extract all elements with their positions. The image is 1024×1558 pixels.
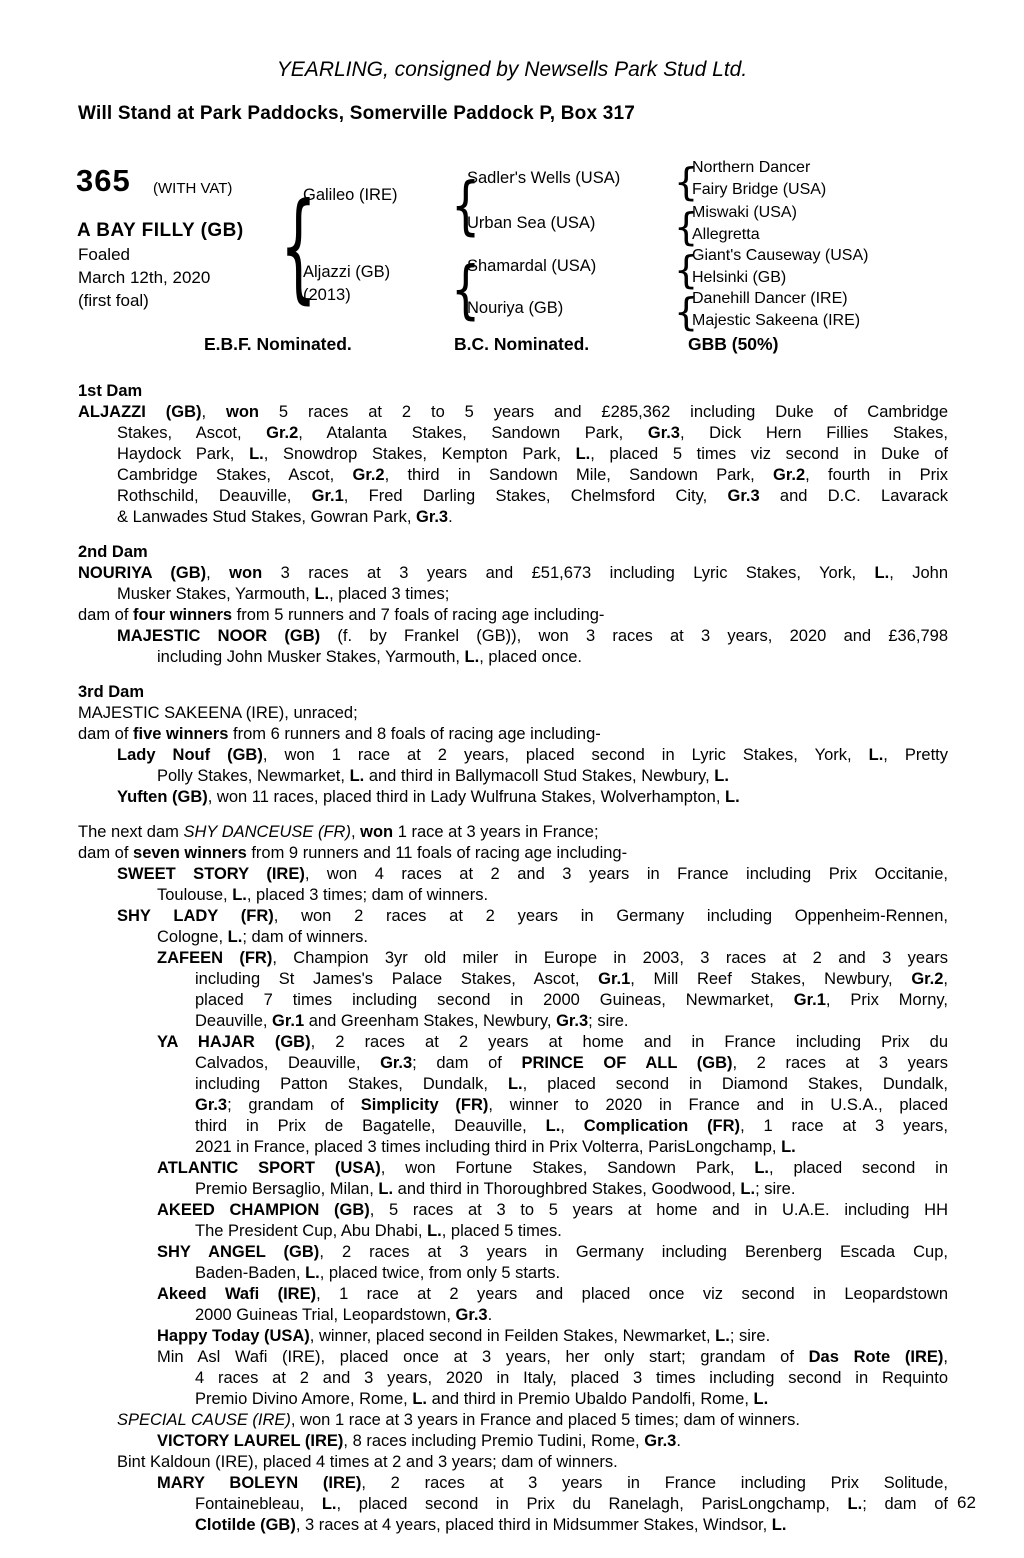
bold-text: L. — [321, 1495, 337, 1513]
bold-text: five winners — [133, 725, 229, 743]
page-number: 62 — [957, 1493, 976, 1512]
plain-text: , won 1 race at 3 years in France and placed 5 times; dam of winners. — [290, 1411, 800, 1429]
bold-text: Gr.3 — [195, 1096, 228, 1114]
bold-text: L. — [507, 1075, 523, 1093]
bold-text: Gr.3 — [727, 487, 760, 505]
bold-text: L. — [305, 1264, 320, 1282]
bold-text: L. — [715, 1327, 730, 1345]
text-line — [78, 766, 948, 787]
plain-text: , Atalanta Stakes, Sandown Park, — [298, 424, 648, 442]
bold-text: Gr.1 — [311, 487, 344, 505]
plain-text: . — [448, 508, 453, 526]
gen4-name: Northern Dancer — [692, 159, 811, 176]
gen4-name: Danehill Dancer (IRE) — [692, 290, 848, 307]
plain-text: Stakes, Ascot, — [117, 424, 267, 442]
text-line — [78, 885, 948, 906]
gen4-name: Allegretta — [692, 226, 760, 243]
bold-text: Gr.1 — [598, 970, 631, 988]
text-line — [78, 724, 948, 745]
gen4-name: Helsinki (GB) — [692, 269, 787, 286]
plain-text: , Pretty — [883, 746, 948, 764]
bold-text: Gr.3 — [556, 1012, 589, 1030]
bold-text: MAJESTIC NOOR (GB) — [117, 627, 321, 645]
plain-text: Haydock Park, — [117, 445, 250, 463]
bold-text: L. — [753, 1390, 769, 1408]
plain-text: including Patton Stakes, Dundalk, — [195, 1075, 508, 1093]
plain-text: dam of — [78, 844, 134, 862]
bold-text: Gr.1 — [272, 1012, 305, 1030]
dam-sire-name: Shamardal (USA) — [467, 257, 597, 275]
text-line — [78, 486, 948, 507]
dam-name: Aljazzi (GB) — [303, 263, 391, 281]
plain-text: ; dam of — [862, 1495, 948, 1513]
text-line — [78, 787, 948, 808]
text-line — [78, 1368, 948, 1389]
bold-text: won — [229, 564, 263, 582]
bold-text: L. — [874, 564, 890, 582]
text-line — [78, 465, 948, 486]
text-line — [78, 703, 948, 724]
plain-text: , won 4 races at 2 and 3 years in France including Prix Occitanie, — [304, 865, 948, 883]
text-line — [78, 990, 948, 1011]
text-line — [78, 1515, 948, 1536]
plain-text: , placed once. — [479, 648, 582, 666]
bold-text: PRINCE OF ALL (GB) — [521, 1054, 733, 1072]
plain-text: , Fred Darling Stakes, Chelmsford City, — [343, 487, 728, 505]
bold-text: L. — [771, 1516, 787, 1534]
lot-number: 365 — [76, 163, 131, 198]
gen4-name: Majestic Sakeena (IRE) — [692, 312, 861, 329]
plain-text: , 2 races at 3 years in France including Prix Solitude, — [361, 1474, 948, 1492]
italic-text: SPECIAL CAUSE (IRE) — [117, 1411, 291, 1429]
plain-text: Rothschild, Deauville, — [117, 487, 312, 505]
plain-text: Fontainebleau, — [195, 1495, 322, 1513]
plain-text: ; dam of winners. — [242, 928, 368, 946]
text-line — [78, 1221, 948, 1242]
bold-text: L. — [740, 1180, 756, 1198]
dam-year: (2013) — [303, 286, 351, 304]
text-line — [78, 948, 948, 969]
bold-text: SHY ANGEL (GB) — [157, 1243, 320, 1261]
plain-text: , 8 races including Premio Tudini, Rome, — [343, 1432, 645, 1450]
plain-text: , Champion 3yr old miler in Europe in 2003, 3 races at 2 and 3 years — [272, 949, 948, 967]
text-line — [78, 1410, 948, 1431]
plain-text: , John — [889, 564, 948, 582]
plain-text: ; dam of — [412, 1054, 522, 1072]
plain-text: , — [560, 1117, 584, 1135]
plain-text: ; sire. — [755, 1180, 796, 1198]
plain-text: Musker Stakes, Yarmouth, — [117, 585, 315, 603]
plain-text: , 1 race at 3 years, — [740, 1117, 949, 1135]
plain-text: 2000 Guineas Trial, Leopardstown, — [195, 1306, 456, 1324]
dam-section — [78, 381, 948, 528]
bold-text: Happy Today (USA) — [157, 1327, 310, 1345]
plain-text: , — [201, 403, 226, 421]
plain-text: ; grandam of — [227, 1096, 361, 1114]
text-line — [78, 745, 948, 766]
text-line — [78, 647, 948, 668]
plain-text: and third in Premio Ubaldo Pandolfi, Rome, — [427, 1390, 754, 1408]
plain-text: and third in Ballymacoll Stud Stakes, Newbury, — [364, 767, 715, 785]
plain-text: , Prix Morny, — [825, 991, 949, 1009]
plain-text: Toulouse, — [157, 886, 233, 904]
bold-text: L. — [227, 928, 243, 946]
text-line — [78, 906, 948, 927]
bold-text: Das Rote (IRE) — [808, 1348, 944, 1366]
text-line — [78, 1284, 948, 1305]
first-foal-note: (first foal) — [78, 291, 149, 310]
plain-text: (f. by Frankel (GB)), won 3 races at 3 years, 2020 and £36,798 — [320, 627, 948, 645]
text-line — [78, 1179, 948, 1200]
bold-text: Gr.3 — [380, 1054, 413, 1072]
text-line — [78, 1158, 948, 1179]
plain-text: , — [206, 564, 230, 582]
text-line — [78, 1473, 948, 1494]
bold-text: AKEED CHAMPION (GB) — [157, 1201, 370, 1219]
plain-text: Premio Bersaglio, Milan, — [195, 1180, 379, 1198]
text-line — [78, 402, 948, 423]
bold-text: L. — [847, 1495, 863, 1513]
plain-text: , 2 races at 3 years — [732, 1054, 948, 1072]
sire-sire-name: Sadler's Wells (USA) — [467, 169, 621, 187]
bold-text: Simplicity (FR) — [360, 1096, 489, 1114]
plain-text: , 1 race at 2 years and placed once viz second in Leopardstown — [316, 1285, 948, 1303]
plain-text: , 5 races at 3 to 5 years at home and in U.A.E. including HH — [369, 1201, 949, 1219]
bold-text: L. — [232, 886, 247, 904]
dam-dam-name: Nouriya (GB) — [467, 299, 564, 317]
plain-text: , — [943, 1348, 949, 1366]
catalogue-body — [78, 381, 948, 1536]
bold-text: L. — [314, 585, 330, 603]
plain-text: dam of — [78, 725, 134, 743]
plain-text: Min Asl Wafi (IRE), placed once at 3 years, her only start; grandam of — [157, 1348, 809, 1366]
text-line — [78, 1431, 948, 1452]
bold-text: Gr.3 — [644, 1432, 677, 1450]
plain-text: The President Cup, Abu Dhabi, — [195, 1222, 428, 1240]
bold-text: ALJAZZI (GB) — [78, 403, 202, 421]
bold-text: L. — [378, 1180, 394, 1198]
text-line — [78, 1137, 948, 1158]
plain-text: , Mill Reef Stakes, Newbury, — [630, 970, 912, 988]
plain-text: Bint Kaldoun (IRE), placed 4 times at 2 and 3 years; dam of winners. — [117, 1453, 618, 1471]
foaled-label: Foaled — [78, 245, 130, 264]
plain-text: 4 races at 2 and 3 years, 2020 in Italy, placed 3 times including second in Requinto — [195, 1369, 948, 1387]
bold-text: Gr.1 — [793, 991, 826, 1009]
bold-text: Gr.2 — [773, 466, 806, 484]
plain-text: and D.C. Lavarack — [759, 487, 948, 505]
bc-nominated-label: B.C. Nominated. — [454, 334, 590, 354]
italic-text: SHY DANCEUSE (FR) — [183, 823, 351, 841]
plain-text: , won 11 races, placed third in Lady Wulfruna Stakes, Wolverhampton, — [207, 788, 726, 806]
ebf-nominated-label: E.B.F. Nominated. — [204, 334, 352, 354]
text-line — [78, 605, 948, 626]
text-line — [78, 1347, 948, 1368]
dam-section-heading: 1st Dam — [78, 382, 143, 400]
bold-text: Gr.3 — [455, 1306, 488, 1324]
bold-text: Complication (FR) — [583, 1117, 741, 1135]
plain-text: The next dam — [78, 823, 184, 841]
vat-note: (WITH VAT) — [153, 180, 233, 197]
plain-text: Calvados, Deauville, — [195, 1054, 381, 1072]
text-line — [78, 927, 948, 948]
dam-section — [78, 822, 948, 1536]
bold-text: L. — [575, 445, 591, 463]
bold-text: L. — [714, 767, 729, 785]
plain-text: , third in Sandown Mile, Sandown Park, — [384, 466, 774, 484]
text-line — [78, 1242, 948, 1263]
plain-text: from 9 runners and 11 foals of racing age including- — [246, 844, 628, 862]
bold-text: L. — [249, 445, 264, 463]
plain-text: Premio Divino Amore, Rome, — [195, 1390, 413, 1408]
plain-text: Cambridge Stakes, Ascot, — [117, 466, 353, 484]
text-line — [78, 1011, 948, 1032]
plain-text: placed 7 times including second in 2000 Guineas, Newmarket, — [195, 991, 794, 1009]
bold-text: VICTORY LAUREL (IRE) — [157, 1432, 344, 1450]
text-line — [78, 864, 948, 885]
plain-text: & Lanwades Stud Stakes, Gowran Park, — [117, 508, 416, 526]
dam-section-heading: 2nd Dam — [78, 543, 148, 561]
bold-text: L. — [427, 1222, 442, 1240]
text-line — [78, 507, 948, 528]
dam-section-heading: 3rd Dam — [78, 683, 145, 701]
text-line — [78, 423, 948, 444]
bold-text: L. — [349, 767, 365, 785]
page-title: YEARLING, consigned by Newsells Park Stud Ltd. — [276, 58, 748, 81]
plain-text: , Dick Hern Fillies Stakes, — [679, 424, 948, 442]
text-line — [78, 822, 948, 843]
plain-text: , winner to 2020 in France and in U.S.A., placed — [488, 1096, 948, 1114]
bold-text: SWEET STORY (IRE) — [117, 865, 305, 883]
plain-text: , winner, placed second in Feilden Stakes, Newmarket, — [309, 1327, 716, 1345]
sire-name: Galileo (IRE) — [303, 186, 398, 204]
plain-text: dam of — [78, 606, 134, 624]
bold-text: Yuften (GB) — [117, 788, 208, 806]
plain-text: including St James's Palace Stakes, Ascot, — [195, 970, 599, 988]
bold-text: L. — [545, 1117, 561, 1135]
plain-text: , won Fortune Stakes, Sandown Park, — [380, 1159, 755, 1177]
text-line — [78, 1263, 948, 1284]
plain-text: , 2 races at 3 years in Germany including Berenberg Escada Cup, — [319, 1243, 948, 1261]
gen4-name: Fairy Bridge (USA) — [692, 181, 827, 198]
plain-text: MAJESTIC SAKEENA (IRE), unraced; — [78, 704, 358, 722]
plain-text: 1 race at 3 years in France; — [393, 823, 599, 841]
plain-text: , Snowdrop Stakes, Kempton Park, — [263, 445, 576, 463]
bold-text: L. — [754, 1159, 769, 1177]
horse-name: A BAY FILLY (GB) — [77, 220, 244, 241]
plain-text: , placed twice, from only 5 starts. — [319, 1264, 561, 1282]
plain-text: Polly Stakes, Newmarket, — [157, 767, 350, 785]
text-line — [78, 1452, 948, 1473]
bold-text: Clotilde (GB) — [195, 1516, 296, 1534]
plain-text: and third in Thoroughbred Stakes, Goodwood, — [393, 1180, 741, 1198]
text-line — [78, 843, 948, 864]
bold-text: ATLANTIC SPORT (USA) — [157, 1159, 381, 1177]
plain-text: from 6 runners and 8 foals of racing age including- — [228, 725, 601, 743]
bold-text: MARY BOLEYN (IRE) — [157, 1474, 362, 1492]
bold-text: Gr.3 — [416, 508, 449, 526]
text-line — [78, 1326, 948, 1347]
plain-text: ; sire. — [588, 1012, 629, 1030]
bold-text: ZAFEEN (FR) — [157, 949, 273, 967]
plain-text: and Greenham Stakes, Newbury, — [304, 1012, 557, 1030]
bold-text: SHY LADY (FR) — [117, 907, 274, 925]
plain-text: , placed second in Diamond Stakes, Dundalk, — [522, 1075, 948, 1093]
plain-text: . — [676, 1432, 681, 1450]
bold-text: four winners — [133, 606, 233, 624]
plain-text: Cologne, — [157, 928, 228, 946]
text-line — [78, 1200, 948, 1221]
plain-text: including John Musker Stakes, Yarmouth, — [157, 648, 465, 666]
plain-text: from 5 runners and 7 foals of racing age including- — [232, 606, 605, 624]
plain-text: , placed 5 times viz second in Duke of — [590, 445, 948, 463]
plain-text: Deauville, — [195, 1012, 273, 1030]
plain-text: , won 2 races at 2 years in Germany including Oppenheim-Rennen, — [273, 907, 948, 925]
plain-text: , placed second in Prix du Ranelagh, ParisLongchamp, — [336, 1495, 848, 1513]
plain-text: 2021 in France, placed 3 times including third in Prix Volterra, ParisLongchamp, — [195, 1138, 782, 1156]
sire-dam-name: Urban Sea (USA) — [467, 214, 596, 232]
bold-text: L. — [725, 788, 740, 806]
text-line — [78, 1053, 948, 1074]
bold-text: L. — [781, 1138, 796, 1156]
plain-text: 5 races at 2 to 5 years and £285,362 including Duke of Cambridge — [258, 403, 948, 421]
gen4-name: Miswaki (USA) — [692, 204, 797, 221]
plain-text: , 3 races at 4 years, placed third in Midsummer Stakes, Windsor, — [295, 1516, 772, 1534]
dam-section — [78, 542, 948, 668]
plain-text: , placed 3 times; dam of winners. — [246, 886, 489, 904]
bold-text: Lady Nouf (GB) — [117, 746, 263, 764]
plain-text: , 2 races at 2 years at home and in France including Prix du — [310, 1033, 948, 1051]
text-line — [78, 563, 948, 584]
bold-text: seven winners — [133, 844, 247, 862]
plain-text: , placed 5 times. — [441, 1222, 562, 1240]
plain-text: 3 races at 3 years and £51,673 including Lyric Stakes, York, — [262, 564, 875, 582]
plain-text: , fourth in Prix — [805, 466, 948, 484]
bold-text: Akeed Wafi (IRE) — [157, 1285, 317, 1303]
bold-text: won — [225, 403, 259, 421]
plain-text: ; sire. — [729, 1327, 771, 1345]
bold-text: Gr.2 — [266, 424, 299, 442]
plain-text: Baden-Baden, — [195, 1264, 306, 1282]
stand-location-line: Will Stand at Park Paddocks, Somerville Paddock P, Box 317 — [78, 103, 636, 124]
bold-text: won — [360, 823, 394, 841]
text-line — [78, 626, 948, 647]
text-line — [78, 1032, 948, 1053]
plain-text: , won 1 race at 2 years, placed second in Lyric Stakes, York, — [262, 746, 869, 764]
bold-text: L. — [412, 1390, 427, 1408]
text-line — [78, 584, 948, 605]
text-line — [78, 1389, 948, 1410]
bold-text: Gr.2 — [911, 970, 944, 988]
bold-text: Gr.2 — [352, 466, 385, 484]
text-line — [78, 1074, 948, 1095]
gbb-label: GBB (50%) — [688, 334, 779, 354]
text-line — [78, 1494, 948, 1515]
bold-text: YA HAJAR (GB) — [157, 1033, 311, 1051]
plain-text: . — [487, 1306, 493, 1324]
bold-text: NOURIYA (GB) — [78, 564, 207, 582]
foaled-date: March 12th, 2020 — [78, 268, 211, 287]
plain-text: , placed 3 times; — [329, 585, 450, 603]
bold-text: Gr.3 — [647, 424, 680, 442]
text-line — [78, 444, 948, 465]
plain-text: , — [350, 823, 361, 841]
text-line — [78, 1116, 948, 1137]
text-line — [78, 969, 948, 990]
plain-text: , — [943, 970, 949, 988]
plain-text: third in Prix de Bagatelle, Deauville, — [195, 1117, 546, 1135]
text-line — [78, 1095, 948, 1116]
gen4-name: Giant's Causeway (USA) — [692, 247, 869, 264]
dam-section — [78, 682, 948, 808]
bold-text: L. — [464, 648, 480, 666]
bold-text: L. — [868, 746, 884, 764]
text-line — [78, 1305, 948, 1326]
plain-text: , placed second in — [769, 1159, 948, 1177]
